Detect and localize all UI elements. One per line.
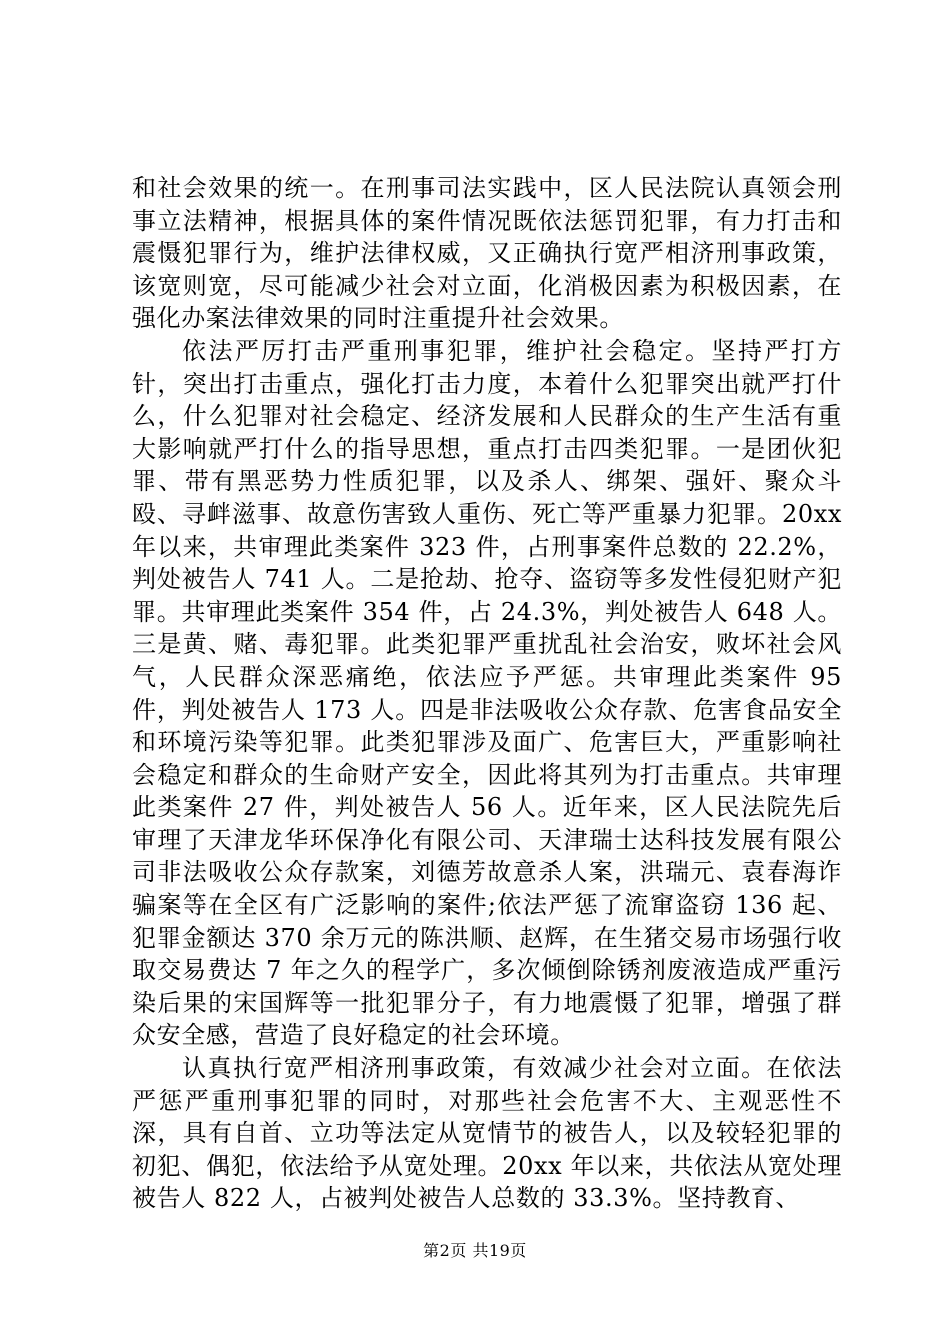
paragraph-leniency: 认真执行宽严相济刑事政策，有效减少社会对立面。在依法严惩严重刑事犯罪的同时，对那些社会危害不大、主观恶性不深，具有自首、立功等法定从宽情节的被告人，以及较轻犯罪的初犯、偶犯，依法给予从宽处理。20xx 年以来，共依法从宽处理被告人 822 人，占被判处被告人总数的 33.3%。坚持教育、 bbox=[132, 1054, 842, 1213]
page-footer: 第2页 共19页 bbox=[423, 1241, 527, 1260]
paragraph-crackdown: 依法严厉打击严重刑事犯罪，维护社会稳定。坚持严打方针，突出打击重点，强化打击力度，本着什么犯罪突出就严打什么，什么犯罪对社会稳定、经济发展和人民群众的生产生活有重大影响就严打什么的指导思想，重点打击四类犯罪。一是团伙犯罪、带有黑恶势力性质犯罪，以及杀人、绑架、强奸、聚众斗殴、寻衅滋事、故意伤害致人重伤、死亡等严重暴力犯罪。20xx 年以来，共审理此类案件 323 件，占刑事案件总数的 22.2%，判处被告人 741 人。二是抢劫、抢夺、盗窃等多发性侵犯财产犯罪。共审理此类案件 354 件，占 24.3%，判处被告人 648 人。三是黄、赌、毒犯罪。此类犯罪严重扰乱社会治安，败坏社会风气，人民群众深恶痛绝，依法应予严惩。共审理此类案件 95 件，判处被告人 173 人。四是非法吸收公众存款、危害食品安全和环境污染等犯罪。此类犯罪涉及面广、危害巨大，严重影响社会稳定和群众的生命财产安全，因此将其列为打击重点。共审理此类案件 27 件，判处被告人 56 人。近年来，区人民法院先后审理了天津龙华环保净化有限公司、天津瑞士达科技发展有限公司非法吸收公众存款案，刘德芳故意杀人案，洪瑞元、袁春海诈骗案等在全区有广泛影响的案件;依法严惩了流窜盗窃 136 起、犯罪金额达 370 余万元的陈洪顺、赵辉，在生猪交易市场强行收取交易费达 7 年之久的程学广，多次倾倒除锈剂废液造成严重污染后果的宋国辉等一批犯罪分子，有力地震慑了犯罪，增强了群众安全感，营造了良好稳定的社会环境。 bbox=[132, 336, 842, 1050]
paragraph-continuation: 和社会效果的统一。在刑事司法实践中，区人民法院认真领会刑事立法精神，根据具体的案件情况既依法惩罚犯罪，有力打击和震慑犯罪行为，维护法律权威，又正确执行宽严相济刑事政策，该宽则宽，尽可能减少社会对立面，化消极因素为积极因素，在强化办案法律效果的同时注重提升社会效果。 bbox=[132, 174, 842, 333]
document-body bbox=[132, 172, 842, 1215]
